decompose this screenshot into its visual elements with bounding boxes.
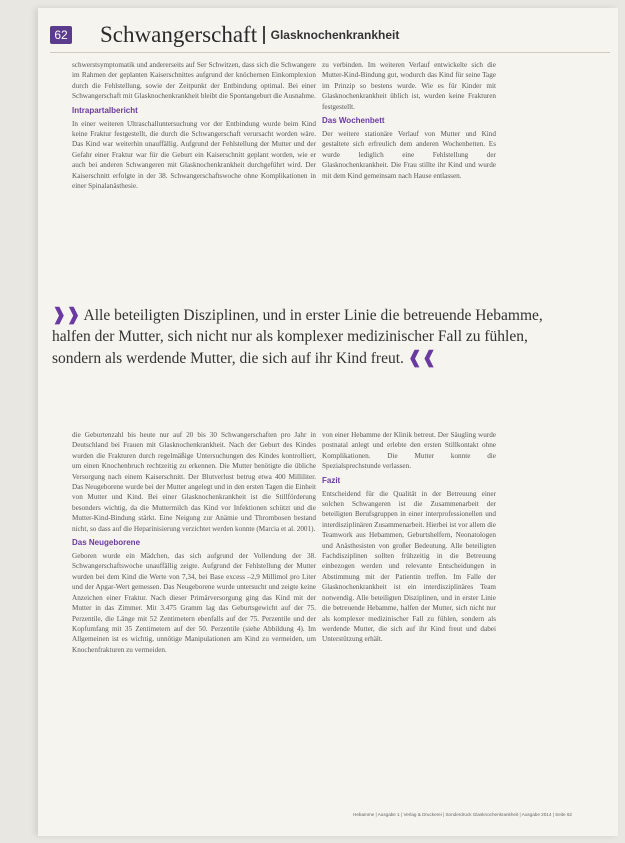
- chapter-title: Schwangerschaft: [100, 22, 258, 47]
- pull-quote: [52, 304, 552, 369]
- body-paragraph: Entscheidend für die Qualität in der Betreuung einer solchen Schwangeren ist die Zusammenarbeit der beteiligten Berufsgruppen in einer interprofessionellen und interdisziplinären Zusammenarbeit. Hierbei ist vor allem die Teamwork aus Hebammen, Geburtshelfern, Neonatologen und Anästhesisten von großer Bedeutung. Alle beteiligten Fachdisziplinen sollten frühzeitig in die Betreuung einbezogen werden und relevante Entscheidungen in Abstimmung mit der Patientin treffen. Im Falle der Glasknochenkrankheit ist ein interdisziplinäres Team notwendig. Alle beteiligten Disziplinen, und in erster Linie die betreuende Hebamme, halfen der Mutter, sich nicht nur als komplexer medizinischer Fall zu fühlen, sondern als werdende Mutter, die sich auf ihr Kind freut und dabei Unterstützung erhält.: [322, 489, 496, 644]
- title-separator: [263, 26, 265, 44]
- bottom-right-column: [322, 430, 496, 808]
- pull-quote-text: Alle beteiligten Disziplinen, und in erster Linie die betreuende Hebamme, halfen der Mutter, sich nicht nur als komplexer medizinischer Fall zu fühlen, sondern als werdende Mutter, die sich auf ihr Kind freut.: [52, 307, 543, 367]
- quote-open-icon: ❱❱: [52, 305, 81, 324]
- page-number-badge: 62: [50, 26, 72, 44]
- chapter-subtitle: Glasknochenkrankheit: [270, 28, 400, 42]
- section-heading: Das Neugeborene: [72, 538, 141, 548]
- section-heading: Fazit: [322, 475, 341, 485]
- body-paragraph: zu verbinden. Im weiteren Verlauf entwickelte sich die Mutter-Kind-Bindung gut, wodurch das Kind für seine Tage im Prinzip so bestens wurde. Wie es für Kinder mit Glasknochenkrankheit üblich ist, wurden keine Frakturen festgestellt.: [322, 61, 496, 111]
- top-right-column: [322, 60, 496, 292]
- header-rule: [50, 52, 610, 53]
- quote-close-icon: ❰❰: [407, 348, 437, 367]
- bottom-left-column: [72, 430, 316, 808]
- body-paragraph: In einer weiteren Ultraschalluntersuchung vor der Entbindung wurde beim Kind keine Fraktur festgestellt, die durch die Schwangerschaft verursacht worden wäre. Das Kind war weiterhin unauffällig. Aufgrund der Fehlstellung der Mutter und der Gefahr einer Fraktur war für die Geburt ein Kaiserschnitt geplant worden, wie er auch bei anderen Schwangeren mit Glasknochenkrankheit durchgeführt wird. Der Kaiserschnitt erfolgte in der 38. Schwangerschaftswoche ohne Komplikationen in einer Spinalanästhesie.: [72, 119, 316, 191]
- section-heading: Intrapartalbericht: [72, 105, 138, 115]
- body-paragraph: Der weitere stationäre Verlauf von Mutter und Kind gestaltete sich erfreulich dem anderen Wochenbetten. Es wurde lediglich eine Fehlstellung der Glasknochenkrankheit. Die Frau stillte ihr Kind und wurde mit dem Kind gemeinsam nach Hause entlassen.: [322, 130, 496, 180]
- body-paragraph: die Geburtenzahl bis heute nur auf 20 bis 30 Schwangerschaften pro Jahr in Deutschland bei Frauen mit Glasknochenkrankheit. Nach der Geburt des Kindes wurden die Frakturen durch regelmäßige Untersuchungen des Kindes kontrolliert, um einen Knochenbruch rechtzeitig zu erkennen. Die Mutter benötigte die übliche Versorgung nach einem Kaiserschnitt. Der Blutverlust betrug etwa 400 Milliliter. Das Neugeborene wurde bei der Mutter angelegt und in den ersten Tagen die Einheit von Mutter und Kind. Bei einer Glasknochenkrankheit ist die Stillförderung besonders wichtig, da die Muttermilch das Kind vor Infektionen schützt und die Mutter-Kind-Bindung stärkt. Eine Neigung zur Anämie und Thrombosen bestand nicht, so dass auf die Heparinisierung verzichtet werden konnte (Marcia et al. 2001).: [72, 431, 316, 533]
- section-heading: Das Wochenbett: [322, 116, 385, 126]
- body-paragraph: von einer Hebamme der Klinik betreut. Der Säugling wurde postnatal anlegt und erlebte den ersten Stillkontakt ohne Komplikationen. Die Mutter konnte die Spezialsprechstunde verlassen.: [322, 431, 496, 471]
- top-left-column: [72, 60, 316, 292]
- page-footer: Hebamme | Ausgabe 1 | Verlag & Druckerei | Sonderdruck Glasknochenkrankheit | Ausgabe 2014 | Seite 62: [353, 812, 572, 817]
- page-title: [100, 22, 399, 48]
- page-header: [50, 18, 610, 46]
- body-paragraph: Geboren wurde ein Mädchen, das sich aufgrund der Vollendung der 38. Schwangerschaftswoche unauffällig zeigte. Aufgrund der Fehlstellung der Mutter wurden bei dem Kind die Werte von 7,34, bei Base excess –2,9 Millimol pro Liter und der Apgar-Wert gemessen. Das Neugeborene wurde untersucht und zeigte keine Anzeichen einer Fraktur. Nach dieser Primärversorgung ging das Kind mit der Mutter in das Zimmer. Mit 3.475 Gramm lag das Geburtsgewicht auf der 75. Perzentile, die Länge mit 52 Zentimetern ebenfalls auf der 75. Perzentile und der Kopfumfang mit 35 Zentimetern auf der 50. Perzentile (siehe Abbildung 4). Im Allgemeinen ist es wichtig, unnötige Manipulationen am Kind zu vermeiden, um Knochenfrakturen zu vermeiden.: [72, 552, 316, 654]
- body-paragraph: schwerstsymptomatik und andererseits auf Ser Schwitzen, dass sich die Schwangere im Rahmen der geplanten Kaiserschnittes aufgrund der knöchernen Einkomplexion durch die Fehlstellung, sowie der Zeitpunkt der Entbindung optimal. Bei einer Schwangerschaft mit Glasknochenkrankheit bleibt die Spontangeburt die Ausnahme.: [72, 61, 316, 101]
